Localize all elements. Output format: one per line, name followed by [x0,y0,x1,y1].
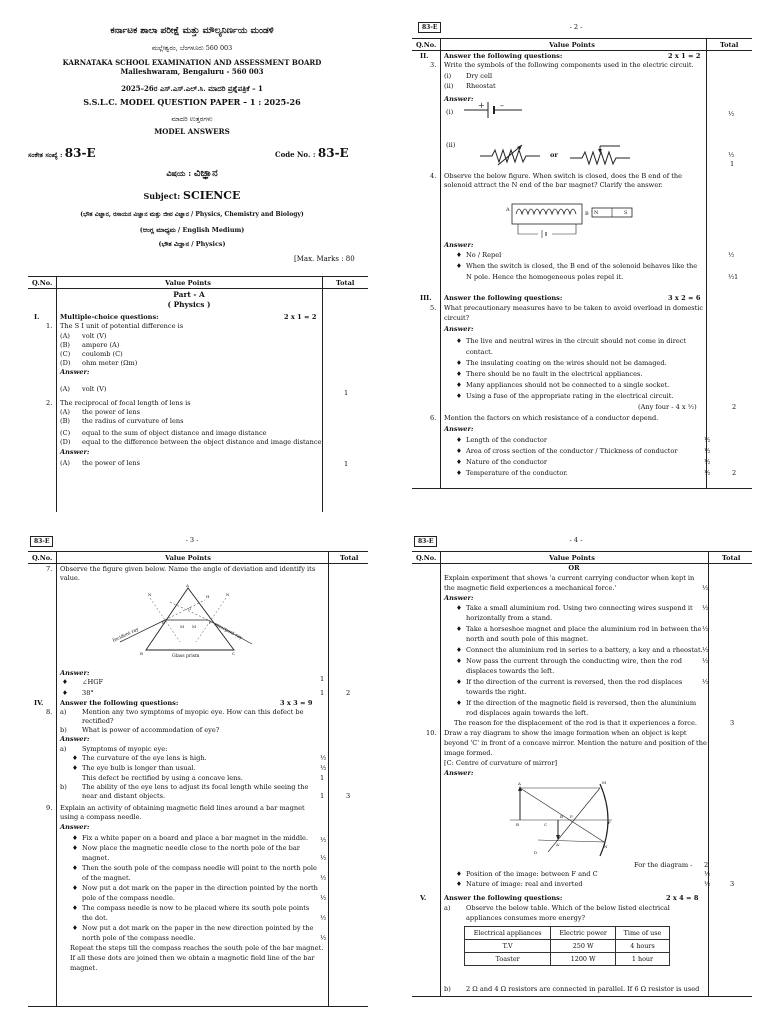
concave-mirror-ray-diagram [508,780,618,860]
q4-half-1: ½ [728,251,735,259]
svg-text:C: C [544,822,548,827]
q5-answer-2: ♦ The insulating coating on the wires should not be damaged. [456,359,667,367]
magnet-label-n: N [594,210,599,216]
q9-half-2: ½ [320,854,327,862]
section-IV-number: IV. [34,699,44,707]
page-4 [384,512,768,1024]
q4-number: 4. [430,172,437,180]
q9-number: 9. [46,804,53,812]
q10-text-1: Draw a ray diagram to show the image formation when an object is kept [444,729,687,737]
svg-text:–: – [500,101,504,110]
svg-text:A: A [186,584,189,588]
page-tag: 83-E [414,536,437,547]
code-label-english: Code No. : 83-E [275,146,349,160]
q9-step-2b: magnet. [82,854,110,862]
q7-total: 2 [346,689,351,697]
q9-step-4: ♦ Now put a dot mark on the paper in the direction pointed by the north [72,884,318,892]
table-top-rule [28,551,368,552]
col-sep-2 [322,276,323,512]
or-label: OR [568,564,580,572]
max-marks: [Max. Marks : 80 [294,255,355,263]
page-2 [384,0,768,512]
q5-text-1: What precautionary measures have to be taken to avoid overload in domestic [444,304,704,312]
section-II-marks: 2 x 1 = 2 [668,52,701,60]
paper-title-english: S.S.L.C. MODEL QUESTION PAPER – 1 : 2025-26 [83,97,301,107]
rheostat-symbol-1 [480,144,552,166]
prism-figure [110,584,260,664]
code-value-kannada: 83-E [64,146,96,160]
page-number: - 3 - [185,536,199,544]
svg-text:F: F [570,814,573,819]
q3-item-i: (i) Dry cell [444,72,493,80]
or-half-0: ½ [702,584,709,592]
q7-answer-2: ♦ 38° [62,689,94,697]
board-name-english: KARNATAKA SCHOOL EXAMINATION AND ASSESSMENT BOARD [62,58,322,67]
q8-mark-2: 1 [320,792,325,800]
q3-half-ii: ½ [728,151,735,159]
q2-number: 2. [46,399,53,407]
q8-part-a: a) Mention any two symptoms of myopic eye. How can this defect be [60,708,304,716]
q5-answer-label: Answer: [444,325,474,333]
col-value-points: Value Points [165,554,211,562]
q10-half-2: ½ [704,880,711,888]
q10-answer-label: Answer: [444,769,474,777]
svg-text:G: G [188,606,192,611]
section-III-title: Answer the following questions: [444,294,563,302]
svg-text:N: N [604,844,608,849]
q5-any-four: (Any four - 4 x ½) [638,403,697,411]
q8-total: 3 [346,792,351,800]
section-V-number: V. [420,894,427,902]
label-emergent-ray: emergent ray [212,621,244,642]
q8-answer-b: b) The ability of the eye lens to adjust its focal length while seeing the [60,783,309,791]
svg-text:N: N [148,592,152,597]
q9-half-4: ½ [320,894,327,902]
or-step-1b: horizontally from a stand. [466,614,553,622]
section-II-number: II. [420,52,429,60]
dry-cell-symbol [464,100,524,120]
q10-number: 10. [426,729,437,737]
or-step-4b: displaces towards the left. [466,667,555,675]
svg-text:D: D [534,850,538,855]
header-rule [28,563,368,564]
q7-text-1: Observe the figure given below. Name the angle of deviation and identify its [60,565,316,573]
q9-or-text-1: Explain experiment that shows 'a current carrying conductor when kept in [444,574,695,582]
q10-text-3: image formed. [444,749,493,757]
or-step-4: ♦ Now pass the current through the conducting wire, then the rod [456,657,683,665]
or-half-3: ½ [702,646,709,654]
q9-half-6: ½ [320,934,327,942]
solenoid-figure [508,200,638,240]
col-sep-2 [708,551,709,996]
svg-text:A: A [518,781,521,786]
svg-text:F: F [209,620,212,625]
q8-symptom-2: ♦ The eye bulb is longer than usual. [72,764,196,772]
part-subject: (ಭೌತ ವಿಜ್ಞಾನ / Physics) [158,240,226,248]
or-step-6: ♦ If the direction of the magnetic field is reversed, then the aluminium [456,699,697,707]
solenoid-label-b: B [585,211,589,217]
q9-answer-label: Answer: [60,823,90,831]
section-V-title: Answer the following questions: [444,894,563,902]
label-glass-prism: Glass prism [172,654,200,659]
model-answers-kannada: ಮಾದರಿ ಉತ್ತರಗಳು [171,115,213,123]
q9-conclusion-2: magnet. [70,964,98,972]
col-value-points: Value Points [549,554,595,562]
q8-answer-b-2: near and distant objects. [82,792,166,800]
q8-number: 8. [46,708,53,716]
col-value-points: Value Points [549,41,595,49]
section-V-marks: 2 x 4 = 8 [666,894,699,902]
table-top-rule [28,276,368,277]
col-sep-1 [56,276,57,512]
table-cell: T.V [465,940,551,953]
q3-number: 3. [430,61,437,69]
q1-number: 1. [46,322,53,330]
q6-answer-4: ♦ Temperature of the conductor. [456,469,568,477]
q9-or-answer-label: Answer: [444,594,474,602]
q9-step-1: ♦ Fix a white paper on a board and place a bar magnet in the middle. [72,834,309,842]
svg-text:N: N [226,592,230,597]
q11a-text: a) Observe the below table. Which of the below listed electrical [444,904,670,912]
q9-step-5b: the dot. [82,914,108,922]
q6-answer-1: ♦ Length of the conductor [456,436,547,444]
board-address-english: Malleshwaram, Bengaluru - 560 003 [120,67,264,76]
q9-or-total: 3 [730,719,735,727]
q2-option-b: (B) the radius of curvature of lens [60,417,184,425]
col-total: Total [340,554,359,562]
q5-text-2: circuit? [444,314,470,322]
q7-mark-2: 1 [320,689,325,697]
q9-half-5: ½ [320,914,327,922]
q7-answer-label: Answer: [60,669,90,677]
q1-option-c: (C) coulomb (C) [60,350,123,358]
diagram-marks-label: For the diagram - [634,861,693,869]
header-rule [28,288,368,289]
q8-part-a-2: rectified? [82,717,114,725]
board-address-kannada: ಮಲ್ಲೇಶ್ವರಂ, ಬೆಂಗಳೂರು 560 003 [151,44,233,52]
table-cell: 250 W [551,940,616,953]
q8-symptom-1: ♦ The curvature of the eye lens is high. [72,754,207,762]
paper-title-kannada: 2025–26ರ ಎಸ್.ಎಸ್.ಎಲ್.ಸಿ. ಮಾದರಿ ಪ್ರಶ್ನೆಪತ್ರಿಕೆ – 1 [121,84,263,93]
q10-text-2: beyond 'C' in front of a concave mirror. Mention the nature and position of the [444,739,707,747]
page-3 [0,512,384,1024]
col-sep-1 [440,551,441,996]
col-sep-2 [328,551,329,1006]
q6-answer-label: Answer: [444,425,474,433]
q11a-text-2: appliances consumes more energy? [466,914,586,922]
diagram-marks: 2 [704,861,709,869]
q3-half-i: ½ [728,110,735,118]
rheostat-symbol-2 [570,144,642,166]
label-incident-ray: Incident ray [112,627,140,644]
part-subject-english: ( Physics ) [167,300,211,309]
col-total: Total [336,279,355,287]
q10-answer-1: ♦ Position of the image: between F and C [456,870,598,878]
q4-half-2: ½ [728,273,735,281]
q8-half-2: ½ [320,764,327,772]
q6-half-3: ½ [704,458,711,466]
table-cell: 1 hour [615,953,669,966]
q6-text: Mention the factors on which resistance of a conductor depend. [444,414,659,422]
q9-or-text-2: the magnetic field experiences a mechanical force.' [444,584,617,592]
table-top-rule [412,551,752,552]
code-value-english: 83-E [317,146,349,160]
q3-text: Write the symbols of the following components used in the electric circuit. [444,61,694,69]
q7-text-2: value. [60,574,81,582]
svg-text:M: M [192,624,197,629]
subject-english: Subject: SCIENCE [143,189,241,202]
col-total: Total [720,41,739,49]
or-reason: The reason for the displacement of the rod is that it experiences a force. [454,719,697,727]
q1-option-d: (D) ohm meter (Ωm) [60,359,138,367]
part-label: Part - A [173,290,205,299]
q9-text-1: Explain an activity of obtaining magnetic field lines around a bar magnet [60,804,305,812]
q5-answer-4: ♦ Many appliances should not be connected to a single socket. [456,381,670,389]
svg-text:B: B [516,822,519,827]
q7-answer-1: ♦ ∠HGF [62,678,104,686]
q2-option-c: (C) equal to the sum of object distance and image distance [60,429,267,437]
q3-or: or [550,151,558,159]
col-sep-1 [56,551,57,1006]
q5-answer-3: ♦ There should be no fault in the electrical appliances. [456,370,643,378]
header-rule [412,50,752,51]
or-step-3: ♦ Connect the aluminium rod in series to a battery, a key and a rheostat. [456,646,703,654]
section-I-marks: 2 x 1 = 2 [284,313,317,321]
table-top-rule [412,38,752,39]
q8-answer-a: a) Symptoms of myopic eye: [60,745,168,753]
or-half-4: ½ [702,657,709,665]
section-IV-marks: 3 x 3 = 9 [280,699,313,707]
page-number: - 2 - [569,23,583,31]
q2-answer-label: Answer: [60,448,90,456]
q10-total: 3 [730,880,735,888]
table-cell: Toaster [465,953,551,966]
q3-answer-ii: (ii) [446,141,456,149]
or-half-2: ½ [702,625,709,633]
q4-text-1: Observe the below figure. When switch is closed, does the B end of the [444,172,683,180]
svg-text:B': B' [560,814,565,819]
medium: (ಆಂಗ್ಲ ಮಾಧ್ಯಮ / English Medium) [139,226,245,234]
q4-answer-1: ♦ No / Repel [456,251,502,259]
svg-text:E: E [162,620,165,625]
q9-step-6: ♦ Now put a dot mark on the paper in the new direction pointed by the [72,924,314,932]
or-step-5b: towards the right. [466,688,527,696]
q6-half-2: ½ [704,447,711,455]
page-1 [0,0,384,512]
q6-total: 2 [732,469,737,477]
page-tag: 83-E [30,536,53,547]
q8-part-b: b) What is power of accommodation of eye? [60,726,220,734]
q6-answer-3: ♦ Nature of the conductor [456,458,547,466]
q11b-text: b) 2 Ω and 4 Ω resistors are connected in parallel. If 6 Ω resistor is used [444,985,700,993]
subject-kannada: ವಿಷಯ : ವಿಜ್ಞಾನ [166,168,218,179]
q1-answer-label: Answer: [60,368,90,376]
model-answers-english: MODEL ANSWERS [154,127,230,136]
q5-answer-1b: contact. [466,348,493,356]
q9-step-3: ♦ Then the south pole of the compass needle will point to the north pole [72,864,317,872]
or-step-6b: rod displaces again towards the left. [466,709,589,717]
q8-half-1: ½ [320,754,327,762]
q5-answer-1: ♦ The live and neutral wires in the circuit should not come in direct [456,337,687,345]
q8-answer-label: Answer: [60,735,90,743]
q5-answer-5: ♦ Using a fuse of the appropriate rating in the electrical circuit. [456,392,674,400]
table-cell: 1200 W [551,953,616,966]
q9-conclusion-1: If all these dots are joined then we obtain a magnetic field line of the bar [70,954,315,962]
table-header-appliances: Electrical appliances [465,927,551,940]
q10-note: [C: Centre of curvature of mirror] [444,759,558,767]
svg-text:+: + [478,101,485,110]
q9-step-2: ♦ Now place the magnetic needle close to the north pole of the bar [72,844,300,852]
q9-step-6b: north pole of the compass needle. [82,934,196,942]
or-step-2: ♦ Take a horseshoe magnet and place the aluminium rod in between the [456,625,702,633]
table-bottom-rule [28,1006,368,1007]
table-cell: 4 hours [615,940,669,953]
svg-text:H: H [206,594,210,599]
section-III-number: III. [420,294,432,302]
svg-text:P: P [608,820,611,825]
q2-option-a: (A) the power of lens [60,408,141,416]
section-II-title: Answer the following questions: [444,52,563,60]
table-bottom-rule [412,996,752,997]
q1-total: 1 [344,389,349,397]
q1-option-a: (A) volt (V) [60,332,107,340]
q1-option-b: (B) ampere (A) [60,341,120,349]
col-sep-2 [706,38,707,488]
section-IV-title: Answer the following questions: [60,699,179,707]
col-qno: Q.No. [32,279,53,287]
q6-answer-2: ♦ Area of cross section of the conductor / Thickness of conductor [456,447,678,455]
or-step-5: ♦ If the direction of the current is reversed, then the rod displaces [456,678,683,686]
section-III-marks: 3 x 2 = 6 [668,294,701,302]
table-bottom-rule [412,488,752,489]
q1-answer: (A) volt (V) [60,385,107,393]
q4-answer-3: N pole. Hence the homogeneous poles repel it. [466,273,624,281]
q4-text-2: solenoid attract the N end of the bar magnet? Clarify the answer. [444,181,663,189]
svg-text:M: M [602,780,607,785]
table-header-power: Electric power [551,927,616,940]
q2-answer: (A) the power of lens [60,459,141,467]
section-I-title: Multiple-choice questions: [60,313,159,321]
q9-text-2: using a compass needle. [60,813,142,821]
svg-text:M: M [180,624,185,629]
q9-half-1: ½ [320,836,327,844]
col-qno: Q.No. [32,554,53,562]
col-total: Total [722,554,741,562]
col-value-points: Value Points [165,279,211,287]
q2-text: The reciprocal of focal length of lens is [60,399,191,407]
q9-step-4b: pole of the compass needle. [82,894,176,902]
q2-option-d: (D) equal to the difference between the object distance and image distance [60,438,322,446]
q3-answer-label: Answer: [444,95,474,103]
q7-mark-1: 1 [320,675,325,683]
q6-half-4: ½ [704,469,711,477]
q7-number: 7. [46,565,53,573]
or-step-1: ♦ Take a small aluminium rod. Using two connecting wires suspend it [456,604,693,612]
table-header-time: Time of use [615,927,669,940]
or-step-2b: north and south pole of this magnet. [466,635,589,643]
q9-half-3: ½ [320,874,327,882]
q3-total: 1 [730,160,735,168]
or-half-5: ½ [702,678,709,686]
magnet-label-s: S [624,210,628,216]
branches: (ಭೌತ ವಿಜ್ಞಾನ, ರಸಾಯನ ವಿಜ್ಞಾನ ಮತ್ತು ಜೀವ ವಿಜ್ಞಾನ / Physics, Chemistry and Biology) [80,211,304,218]
q10-answer-2: ♦ Nature of image: real and inverted [456,880,583,888]
q9-step-3b: of the magnet. [82,874,131,882]
q1-text: The S I unit of potential difference is [60,322,184,330]
page-tag: 83-E [418,22,441,33]
q9-step-5: ♦ The compass needle is now to be placed where its south pole points [72,904,310,912]
q6-half-1: ½ [704,436,711,444]
col-qno: Q.No. [416,41,437,49]
svg-text:B: B [140,651,143,656]
svg-text:C: C [232,651,236,656]
q3-answer-i: (i) [446,108,454,116]
q4-total: 1 [734,273,739,281]
q5-number: 5. [430,304,437,312]
q3-item-ii: (ii) Rheostat [444,82,496,90]
section-I-number: I. [34,313,40,321]
code-label-kannada: ಸಂಕೇತ ಸಂಖ್ಯೆ : 83-E [28,146,96,160]
board-name-kannada: ಕರ್ನಾಟಕ ಶಾಲಾ ಪರೀಕ್ಷೆ ಮತ್ತು ಮೌಲ್ಯನಿರ್ಣಯ ಮಂಡಳಿ [110,26,274,36]
col-qno: Q.No. [416,554,437,562]
svg-text:A': A' [556,842,560,847]
q8-mark-1: 1 [320,774,325,782]
or-half-1: ½ [702,604,709,612]
energy-table [464,926,670,966]
q5-total: 2 [732,403,737,411]
q8-rectify: This defect be rectified by using a concave lens. [82,774,243,782]
solenoid-label-a: A [506,207,510,213]
q4-answer-2: ♦ When the switch is closed, the B end of the solenoid behaves like the [456,262,698,270]
q10-half-1: ½ [704,870,711,878]
q9-repeat: Repeat the steps till the compass reaches the south pole of the bar magnet. [70,944,324,952]
q2-total: 1 [344,460,349,468]
col-sep-1 [440,38,441,488]
q4-answer-label: Answer: [444,241,474,249]
q6-number: 6. [430,414,437,422]
page-number: - 4 - [569,536,583,544]
